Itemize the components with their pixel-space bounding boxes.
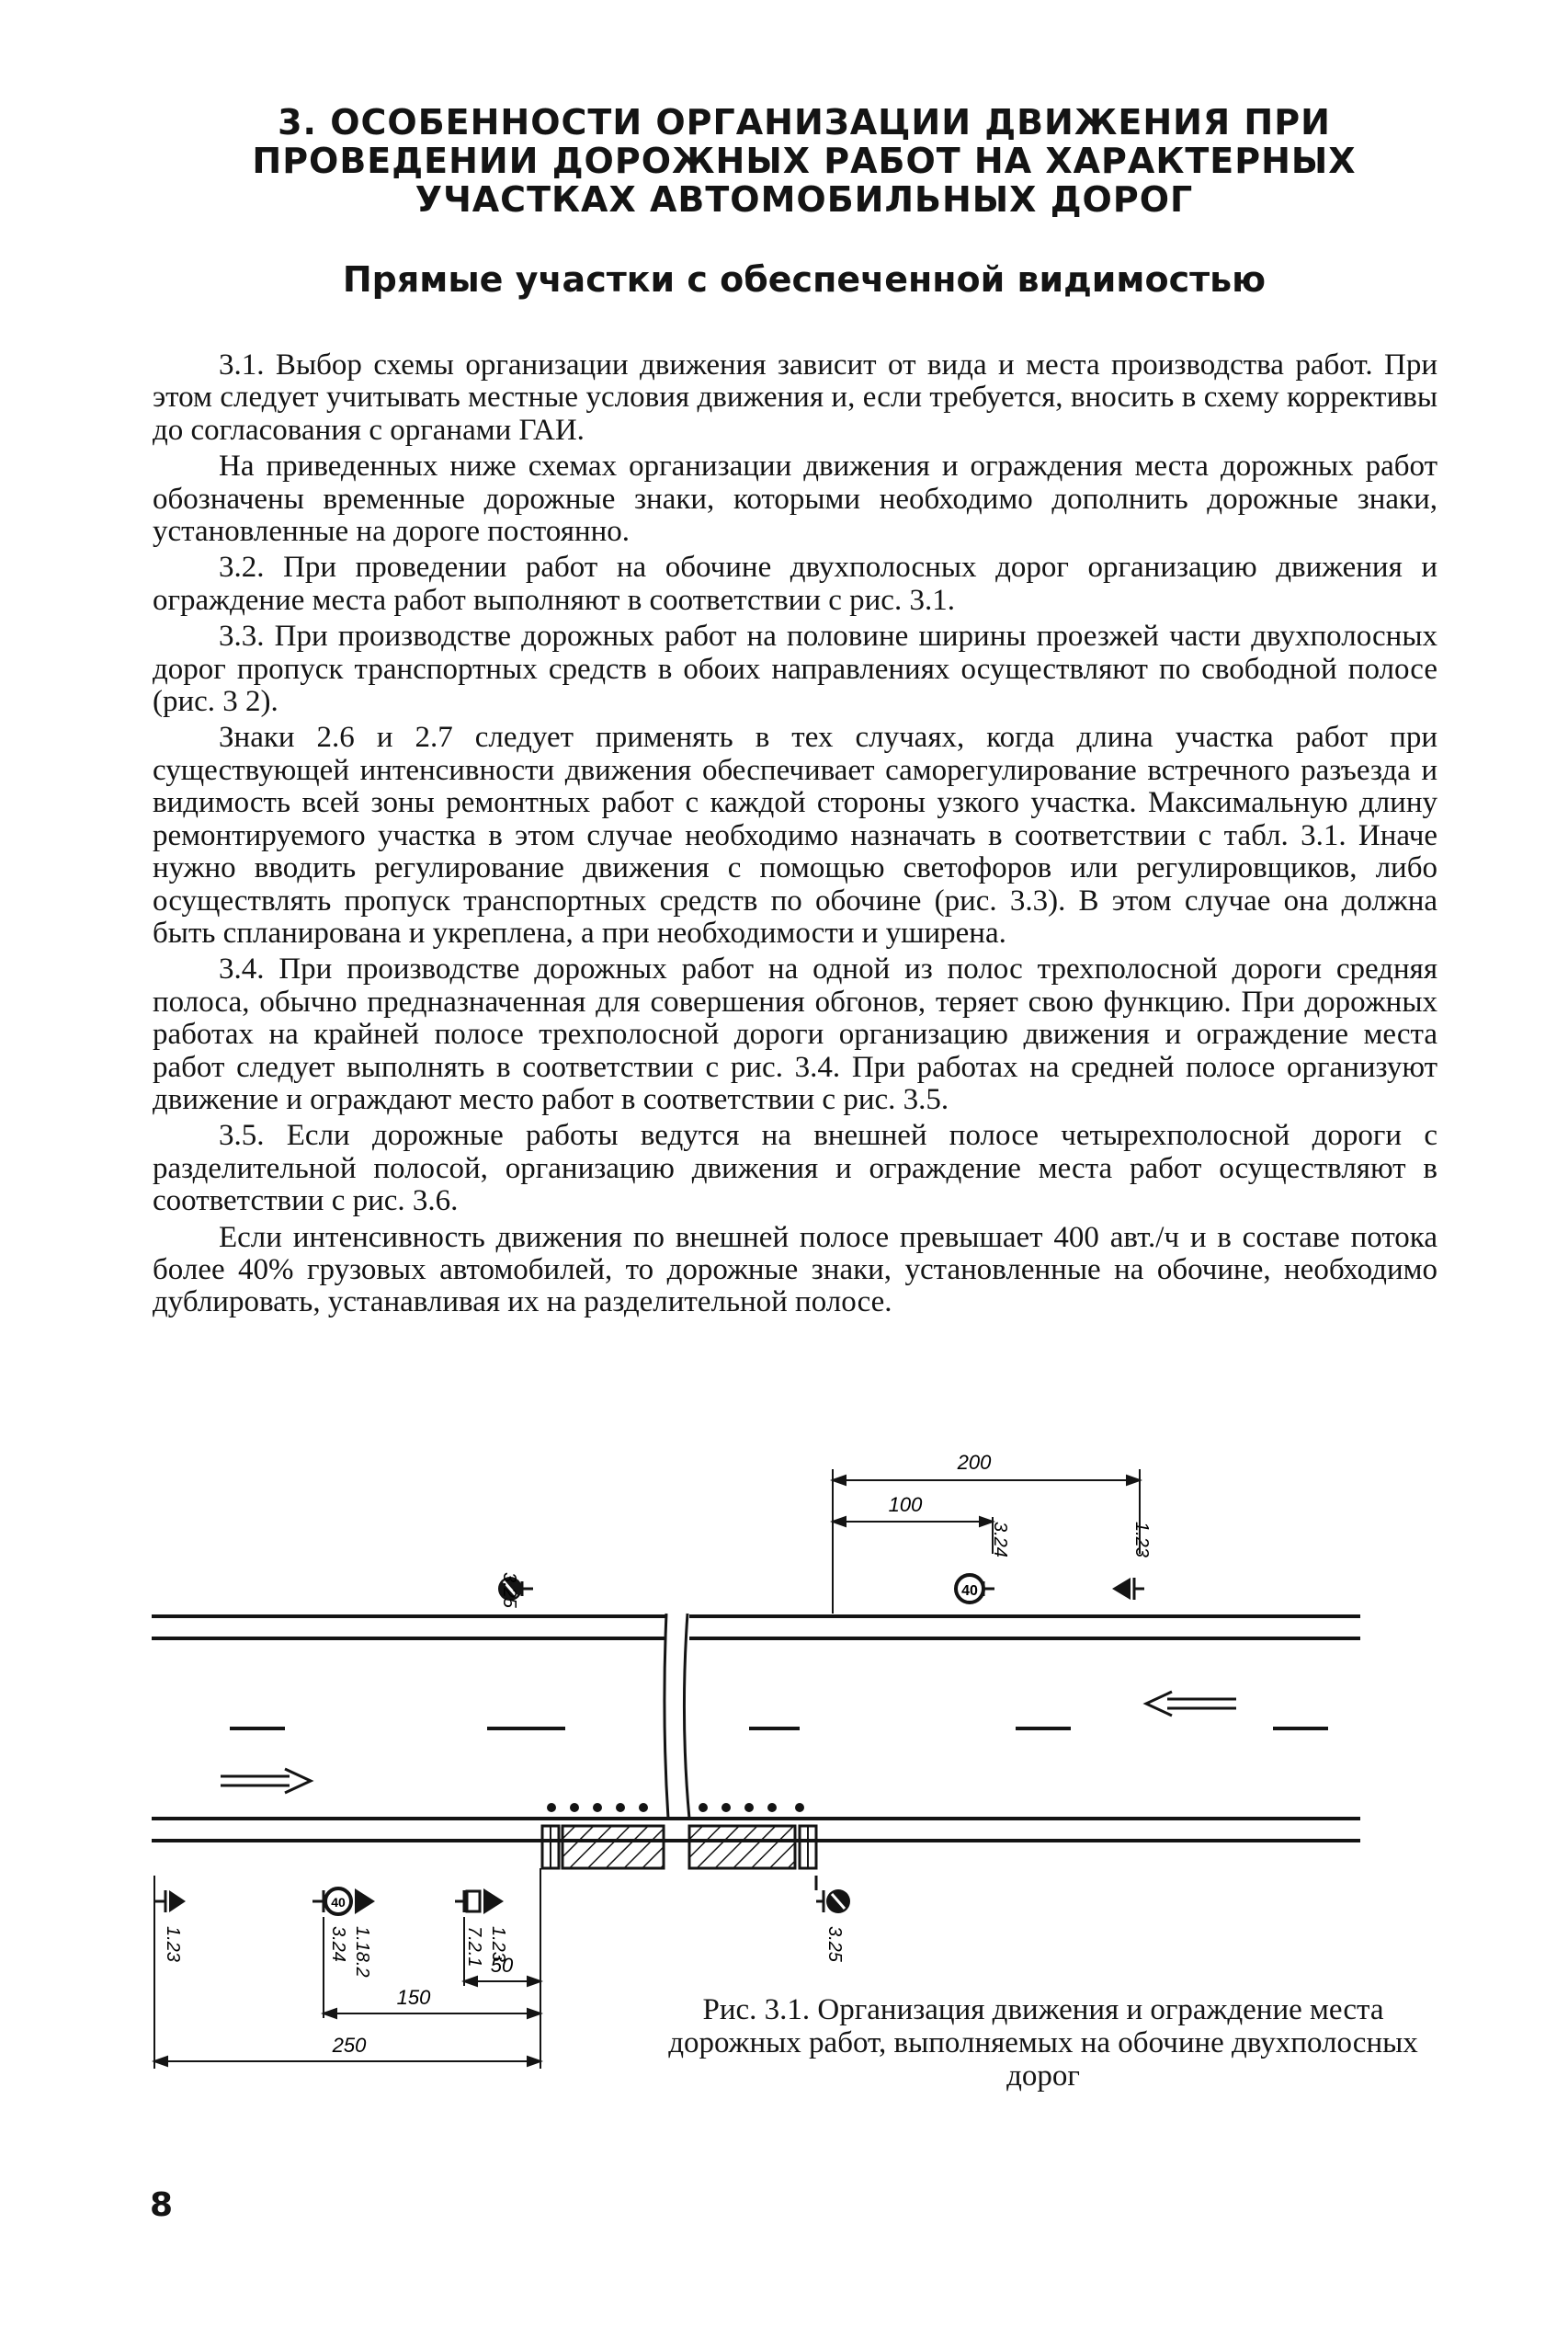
paragraph: 3.4. При производстве дорожных работ на одной из полос трехполосной дороги средняя полоса, обычно предназначенная для совершения обгонов, теряет свою функцию. При дорожных работах на крайней полосе трехполосной дороги организацию движения и ограждение места работ следует выполнять в соответствии с рис. 3.4. При работах на средней полосе организуют движение и ограждают место работ в соответствии с рис. 3.5.: [153, 952, 1437, 1116]
sign-label: 3.24: [328, 1926, 348, 1962]
sign-label: 1.18.2: [352, 1926, 372, 1978]
speed-limit-value: 40: [961, 1583, 978, 1599]
speed-limit-value: 40: [331, 1895, 346, 1910]
sign-3-24-top: [956, 1522, 1010, 1603]
work-zone: [542, 1826, 816, 1868]
sign-3-25-bottom: [816, 1876, 850, 1963]
dimension-50: 50: [490, 1954, 514, 1977]
paragraph: 3.3. При производстве дорожных работ на половине ширины проезжей части двухполосных дорог пропуск транспортных средств в обоих направлениях осуществляют по свободной полосе (рис. 3 2).: [153, 620, 1437, 719]
road-works-scheme-diagram: [138, 1443, 1443, 2087]
paragraph: 3.2. При проведении работ на обочине двухполосных дорог организацию движения и ограждение места работ выполняют в соответствии с рис. 3.1.: [153, 551, 1437, 617]
paragraph: Знаки 2.6 и 2.7 следует применять в тех случаях, когда длина участка работ при существующей интенсивности движения обеспечивает саморегулирование встречного разъезда и видимость всей зоны ремонтных работ с каждой стороны узкого участка. Максимальную длину ремонтируемого участка в этом случае необходимо назначать в соответствии с табл. 3.1. Иначе нужно вводить регулирование движения с помощью светофоров или регулировщиков, либо осуществлять пропуск транспортных средств по обочине (рис. 3.3). В этом случае она должна быть спланирована и укреплена, а при необходимости и уширена.: [153, 721, 1437, 950]
sign-group-3-24-1-18-2: [312, 1888, 375, 1978]
section-heading: 3. ОСОБЕННОСТИ ОРГАНИЗАЦИИ ДВИЖЕНИЯ ПРИ ПРОВЕДЕНИИ ДОРОЖНЫХ РАБОТ НА ХАРАКТЕРНЫХ УЧАСТКАХ АВТОМОБИЛЬНЫХ ДОРОГ: [252, 102, 1357, 220]
body-text: [153, 349, 1437, 1323]
sign-label: 1.23: [1131, 1522, 1152, 1557]
arrow-right-icon: [221, 1769, 311, 1793]
sign-1-23-top: [1112, 1522, 1152, 1600]
dimension-200: 200: [957, 1451, 992, 1474]
paragraph: Если интенсивность движения по внешней полосе превышает 400 авт./ч и в составе потока более 40% грузовых автомобилей, то дорожные знаки, установленные на обочине, необходимо дублировать, устанавливая их на разделительной полосе.: [153, 1220, 1437, 1319]
sign-3-25-top: [498, 1572, 533, 1609]
sign-label: 7.2.1: [464, 1926, 484, 1968]
sign-label: 3.24: [990, 1522, 1010, 1557]
dimension-100: 100: [888, 1493, 923, 1516]
arrow-left-icon: [1146, 1692, 1236, 1716]
sign-label: 3.25: [824, 1926, 845, 1962]
sign-label: 1.23: [163, 1926, 183, 1962]
dimension-lines-top: [833, 1469, 1140, 1614]
sign-label: 3.25: [499, 1572, 519, 1608]
sign-1-23-bottom-left: [154, 1890, 186, 1962]
figure-caption: Рис. 3.1. Организация движения и ограждение места дорожных работ, выполняемых на обочине двухполосных дорог: [668, 1993, 1418, 2093]
subsection-heading: Прямые участки с обеспеченной видимостью: [342, 259, 1267, 300]
dimension-250: 250: [332, 2034, 367, 2057]
warning-lamps: [547, 1803, 804, 1812]
paragraph: 3.1. Выбор схемы организации движения зависит от вида и места производства работ. При этом следует учитывать местные условия движения и, если требуется, вносить в схему коррективы до согласования с органами ГАИ.: [153, 348, 1437, 447]
dimension-150: 150: [396, 1986, 431, 2009]
paragraph: 3.5. Если дорожные работы ведутся на внешней полосе четырехполосной дороги с разделительной полосой, организацию движения и ограждение места работ осуществляют в соответствии с рис. 3.6.: [153, 1119, 1437, 1218]
sign-label: 1.23: [488, 1926, 508, 1962]
road-break-symbol: [665, 1614, 689, 1819]
page-number: 8: [150, 2186, 174, 2224]
paragraph: На приведенных ниже схемах организации движения и ограждения места дорожных работ обозначены временные дорожные знаки, которыми необходимо дополнить дорожные знаки, установленные на дороге постоянно.: [153, 450, 1437, 549]
